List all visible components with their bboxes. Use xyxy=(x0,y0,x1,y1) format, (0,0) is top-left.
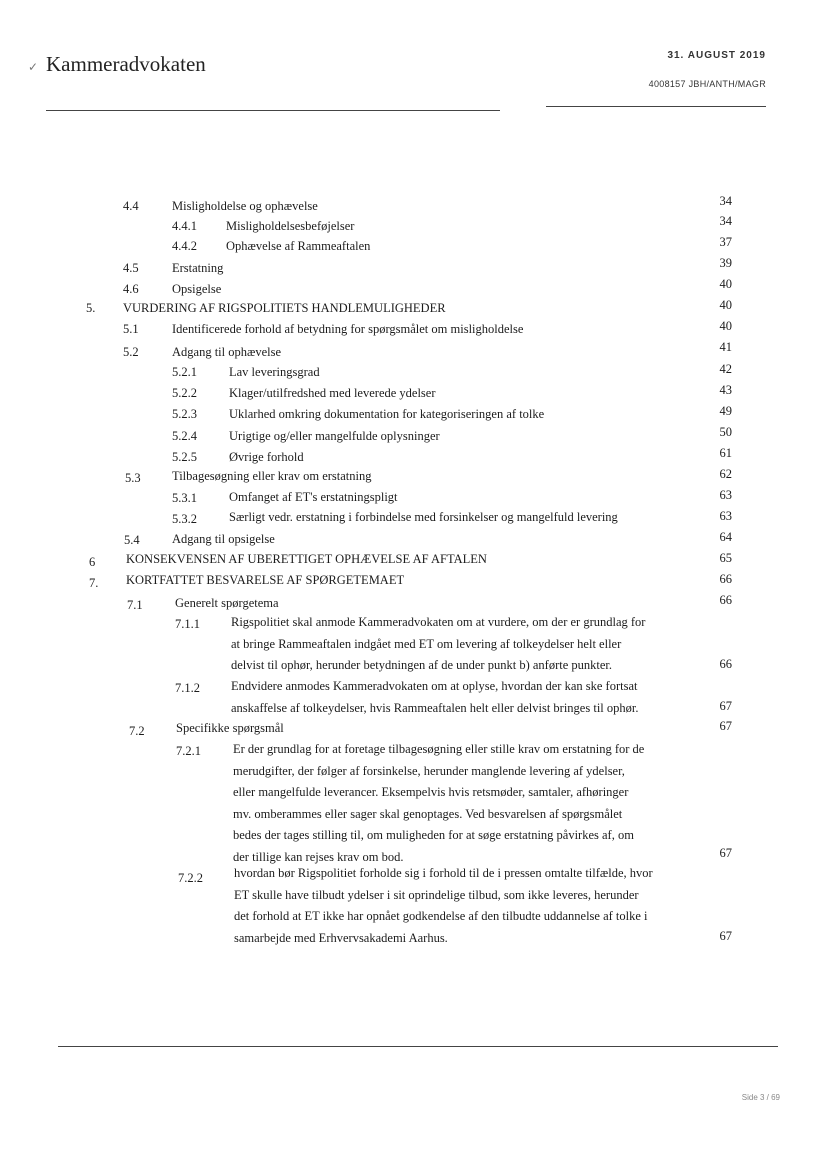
toc-entry-page: 61 xyxy=(719,446,732,460)
toc-entry-page: 40 xyxy=(719,319,732,333)
toc-entry-title: Omfanget af ET's erstatningspligt xyxy=(229,490,398,504)
toc-entry-number: 5.2.1 xyxy=(172,365,197,379)
toc-entry-page: 63 xyxy=(719,488,732,502)
toc-entry-line: at bringe Rammeaftalen indgået med ET om levering af tolkeydelser helt eller xyxy=(231,636,622,651)
toc-entry-title xyxy=(234,863,653,949)
toc-entry-number: 5.2.5 xyxy=(172,450,197,464)
toc-entry-title: Urigtige og/eller mangelfulde oplysninger xyxy=(229,429,440,443)
toc-entry-title: Adgang til opsigelse xyxy=(172,532,275,546)
toc-entry-number: 7.1 xyxy=(127,598,143,612)
toc-entry-page: 50 xyxy=(719,425,732,439)
toc-entry-number: 5.3 xyxy=(125,471,141,485)
document-date: 31. AUGUST 2019 xyxy=(667,50,766,61)
toc-entry-page: 41 xyxy=(719,340,732,354)
toc-entry-title: Uklarhed omkring dokumentation for kategoriseringen af tolke xyxy=(229,407,545,421)
toc-entry-page: 49 xyxy=(719,404,732,418)
toc-entry-number: 7.2.2 xyxy=(178,871,203,885)
toc-entry-page: 40 xyxy=(719,298,732,312)
toc-entry-number: 5.3.2 xyxy=(172,512,197,526)
toc-entry-title: Misligholdelsesbeføjelser xyxy=(226,219,355,233)
logo-check-icon: ✓ xyxy=(28,60,39,74)
toc-entry-page: 66 xyxy=(719,593,732,607)
toc-entry-number: 5. xyxy=(86,301,96,315)
toc-entry-title: Særligt vedr. erstatning i forbindelse med forsinkelser og mangelfuld levering xyxy=(229,510,618,524)
toc-entry-line: der tillige kan rejses krav om bod. xyxy=(233,849,404,864)
toc-entry-number: 7. xyxy=(89,576,99,590)
toc-entry-number: 7.2 xyxy=(129,724,145,738)
toc-entry-page: 37 xyxy=(719,235,732,249)
toc-entry-title xyxy=(231,612,645,677)
toc-entry-line: bedes der tages stilling til, om muligheden for at søge erstatning påvirkes af, om xyxy=(233,828,634,843)
toc-entry-number: 4.6 xyxy=(123,282,139,296)
toc-entry-page: 67 xyxy=(719,699,732,713)
toc-entry-number: 5.2.2 xyxy=(172,386,197,400)
toc-entry-line: det forhold at ET ikke har opnået godkendelse af den tilbudte uddannelse af tolke i xyxy=(234,909,648,924)
toc-entry-page: 34 xyxy=(719,214,732,228)
toc-entry-page: 67 xyxy=(719,719,732,733)
toc-entry-line: eller mangelfulde leverancer. Eksempelvis hvis retsmøder, samtaler, afhøringer xyxy=(233,785,629,800)
toc-entry-page: 40 xyxy=(719,277,732,291)
toc-entry-page: 66 xyxy=(719,657,732,671)
toc-entry-number: 5.3.1 xyxy=(172,491,197,505)
toc-entry-title: Lav leveringsgrad xyxy=(229,365,320,379)
toc-entry-line: ET skulle have tilbudt ydelser i sit oprindelige tilbud, som ikke leveres, herunder xyxy=(234,887,639,902)
toc-entry-line: samarbejde med Erhvervsakademi Aarhus. xyxy=(234,930,448,945)
toc-entry-number: 5.2.3 xyxy=(172,407,197,421)
toc-entry-title: Tilbagesøgning eller krav om erstatning xyxy=(172,469,372,483)
toc-entry-title: KONSEKVENSEN AF UBERETTIGET OPHÆVELSE AF AFTALEN xyxy=(126,552,487,566)
toc-entry-page: 62 xyxy=(719,467,732,481)
toc-entry-number: 7.1.2 xyxy=(175,681,200,695)
toc-entry-page: 67 xyxy=(719,846,732,860)
toc-entry-number: 4.4.2 xyxy=(172,239,197,253)
toc-entry-page: 64 xyxy=(719,530,732,544)
toc-entry-number: 4.5 xyxy=(123,261,139,275)
toc-entry-page: 39 xyxy=(719,256,732,270)
toc-entry-title: Misligholdelse og ophævelse xyxy=(172,199,318,213)
footer-rule xyxy=(58,1046,778,1047)
toc-entry-title: Klager/utilfredshed med leverede ydelser xyxy=(229,386,436,400)
toc-entry-page: 43 xyxy=(719,383,732,397)
toc-entry-title: Specifikke spørgsmål xyxy=(176,721,284,735)
toc-entry-line: hvordan bør Rigspolitiet forholde sig i forhold til de i pressen omtalte tilfælde, hvor xyxy=(234,866,653,880)
toc-entry-page: 67 xyxy=(719,929,732,943)
toc-entry-title: VURDERING AF RIGSPOLITIETS HANDLEMULIGHEDER xyxy=(123,301,446,315)
toc-entry-page: 34 xyxy=(719,194,732,208)
logo-text: Kammeradvokaten xyxy=(46,52,206,76)
toc-entry-number: 7.2.1 xyxy=(176,744,201,758)
toc-entry-number: 5.1 xyxy=(123,322,139,336)
toc-entry-number: 4.4 xyxy=(123,199,139,213)
toc-entry-line: merudgifter, der følger af forsinkelse, herunder manglende levering af ydelser, xyxy=(233,763,625,778)
toc-entry-line: mv. omberammes eller sager skal genoptages. Ved besvarelsen af spørgsmålet xyxy=(233,806,623,821)
document-reference: 4008157 JBH/ANTH/MAGR xyxy=(648,79,766,89)
toc-entry-number: 5.2 xyxy=(123,345,139,359)
toc-entry-title: Ophævelse af Rammeaftalen xyxy=(226,239,371,253)
toc-entry-title xyxy=(233,739,644,869)
toc-entry-title: Opsigelse xyxy=(172,282,222,296)
page-number: Side 3 / 69 xyxy=(741,1093,780,1102)
toc-entry-number: 7.1.1 xyxy=(175,617,200,631)
toc-entry-number: 4.4.1 xyxy=(172,219,197,233)
toc-entry-number: 5.2.4 xyxy=(172,429,197,443)
toc-entry-title: Generelt spørgetema xyxy=(175,596,279,610)
toc-entry-line: Er der grundlag for at foretage tilbagesøgning eller stille krav om erstatning for de xyxy=(233,742,645,756)
toc-entry-page: 63 xyxy=(719,509,732,523)
toc-entry-number: 5.4 xyxy=(124,533,140,547)
toc-entry-title xyxy=(231,676,638,719)
toc-entry-line: delvist til ophør, herunder betydningen af de under punkt b) anførte punkter. xyxy=(231,658,612,673)
toc-entry-line: Rigspolitiet skal anmode Kammeradvokaten om at vurdere, om der er grundlag for xyxy=(231,615,646,629)
toc-entry-page: 66 xyxy=(719,572,732,586)
toc-entry-page: 42 xyxy=(719,362,732,376)
toc-entry-title: KORTFATTET BESVARELSE AF SPØRGETEMAET xyxy=(126,573,405,587)
toc-entry-title: Identificerede forhold af betydning for spørgsmålet om misligholdelse xyxy=(172,322,524,336)
toc-entry-line: anskaffelse af tolkeydelser, hvis Rammeaftalen helt eller delvist bringes til ophør. xyxy=(231,700,639,715)
toc-entry-title: Erstatning xyxy=(172,261,224,275)
toc-entry-number: 6 xyxy=(89,555,96,569)
toc-entry-title: Adgang til ophævelse xyxy=(172,345,282,359)
toc-entry-line: Endvidere anmodes Kammeradvokaten om at oplyse, hvordan der kan ske fortsat xyxy=(231,679,638,693)
toc-entry-page: 65 xyxy=(719,551,732,565)
toc-entry-title: Øvrige forhold xyxy=(229,450,304,464)
